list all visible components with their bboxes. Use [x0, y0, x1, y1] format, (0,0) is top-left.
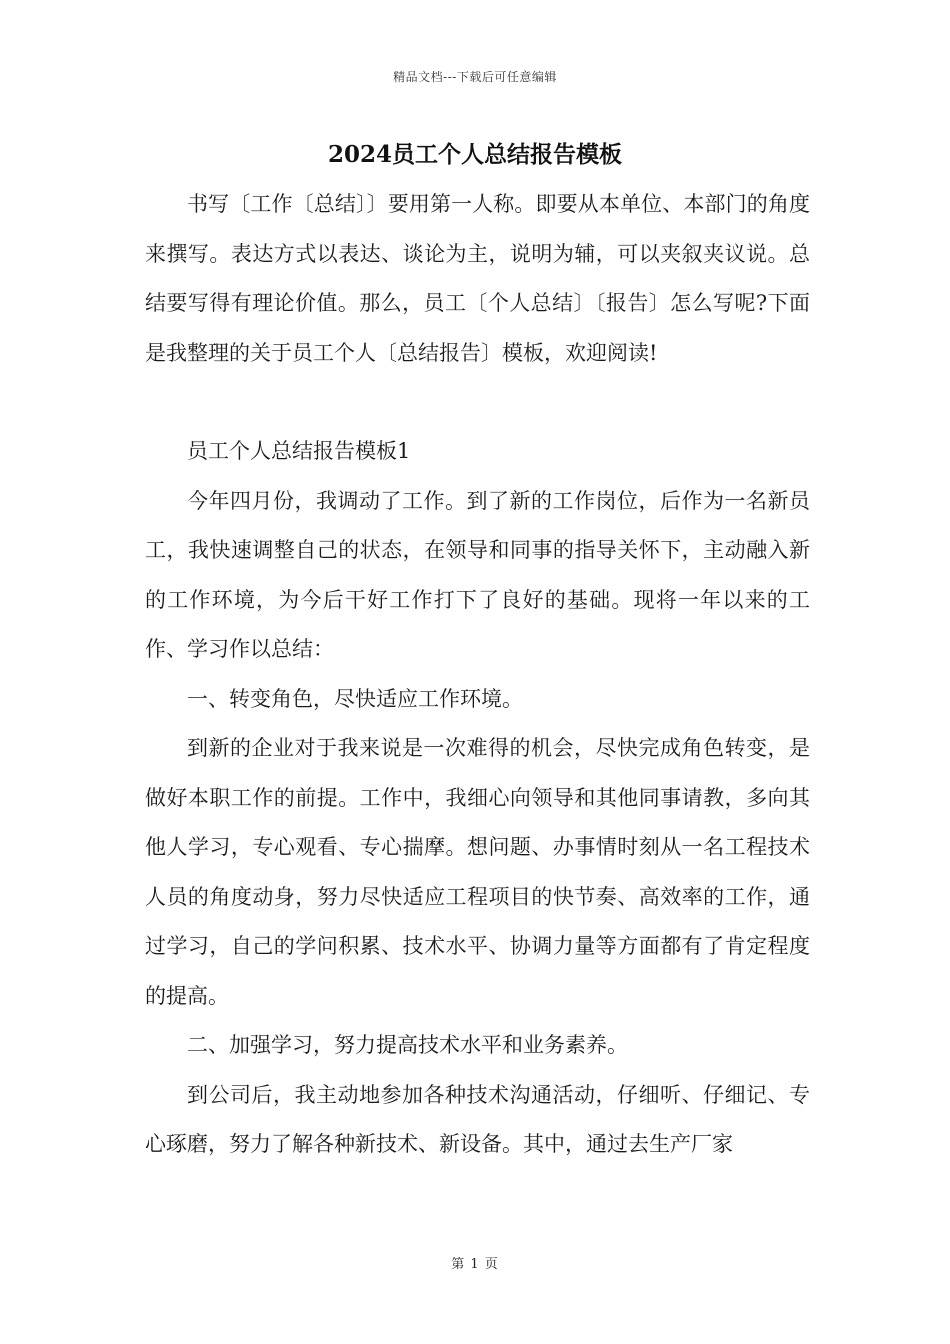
subheading-2: 二、加强学习，努力提高技术水平和业务素养。 [187, 1033, 628, 1057]
page-number: 第 1 页 [451, 1257, 499, 1272]
body-paragraph-3: 到公司后，我主动地参加各种技术沟通活动，仔细听、仔细记、专心琢磨，努力了解各种新技术、新设备。其中，通过去生产厂家 [145, 1082, 810, 1156]
section-title: 员工个人总结报告模板1 [187, 439, 411, 463]
document-title: 2024员工个人总结报告模板 [327, 141, 622, 168]
body-paragraph-1: 今年四月份，我调动了工作。到了新的工作岗位，后作为一名新员工，我快速调整自己的状态，在领导和同事的指导关怀下，主动融入新的工作环境，为今后干好工作打下了良好的基础。现将一年以来的工作、学习作以总结： [145, 488, 810, 661]
document-body [145, 180, 810, 1170]
section-spacer [145, 378, 810, 427]
subheading-1: 一、转变角色，尽快适应工作环境。 [187, 686, 523, 711]
intro-paragraph: 书写〔工作〔总结〕〕要用第一人称。即要从本单位、本部门的角度来撰写。表达方式以表达、谈论为主，说明为辅，可以夹叙夹议说。总结要写得有理论价值。那么，员工〔个人总结〕〔报告〕怎么写呢?下面是我整理的关于员工个人〔总结报告〕模板，欢迎阅读! [145, 192, 810, 365]
body-paragraph-2: 到新的企业对于我来说是一次难得的机会，尽快完成角色转变，是做好本职工作的前提。工作中，我细心向领导和其他同事请教，多向其他人学习，专心观看、专心揣摩。想问题、办事情时刻从一名工程技术人员的角度动身，努力尽快适应工程项目的快节奏、高效率的工作，通过学习，自己的学问积累、技术水平、协调力量等方面都有了肯定程度的提高。 [145, 736, 810, 1008]
page-header: 精品文档---下载后可任意编辑 [393, 70, 557, 84]
